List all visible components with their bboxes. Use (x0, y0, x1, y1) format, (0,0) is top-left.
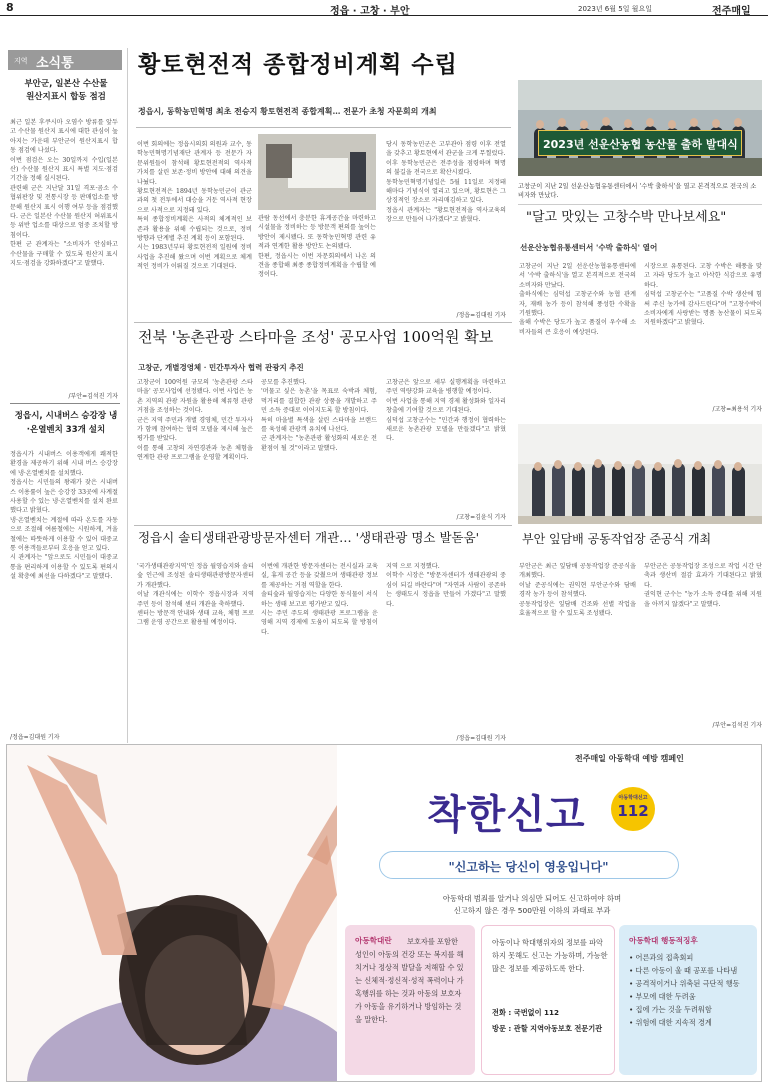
newspaper-brand: 전주매일 (712, 6, 751, 17)
tobacco-headline: 부안 잎담배 공동작업장 준공식 개최 (522, 532, 712, 546)
gochang-col3: 고창군은 앞으로 세부 실행계획을 마련하고 주민 역량강화 교육을 병행할 예정이다. 이번 사업을 통해 지역 경제 활성화와 일자리 창출에 기여할 것으로 기대된다. 심덕섭 고창군수는 "민간과 행정이 협력하는 새로운 농촌관광 모델을 만들겠다"고 밝혔다. (386, 379, 506, 443)
box1-body: 보호자를 포함한 성인이 아동의 건강 또는 복지를 해치거나 정상적 발달을 저해할 수 있는 신체적·정신적·성적 폭력이나 가혹행위를 하는 것과 아동의 보호자가 아동을 유기하거나 방임하는 것을 말한다. (355, 937, 464, 1024)
main-col3: 당시 동학농민군은 고부관아 점령 이후 전열을 갖추고 황토현에서 관군을 크게 무찔렀다. 이후 동학농민군은 전주성을 점령하며 혁명의 불길을 전국으로 확산시켰다. 동학농민혁명기념일은 5월 11일로 지정돼 해마다 기념식이 열리고 있으며, 황토현은 그 상징적인 장소로 자리매김하고 있다. 정읍시 관계자는 "황토현전적을 역사교육의 장으로 만들어 나가겠다"고 밝혔다. (386, 141, 506, 224)
box1-title: 아동학대란 (355, 936, 392, 945)
watermelon-col2: 시장으로 유통된다. 고창 수박은 해풍을 맞고 자라 당도가 높고 아삭한 식감으로 유명하다. 심덕섭 고창군수는 "고품질 수박 생산에 힘써 주신 농가에 감사드린다"며 "고창수박이 소비자에게 사랑받는 명품 농산물이 되도록 지원하겠다"고 밝혔다. (644, 263, 762, 327)
main-col2: 관람 동선에서 충분한 휴게공간을 마련하고 시설물을 정비하는 등 방문객 편의를 높이는 방안이 제시됐다. 또 동학농민혁명 관련 유적과 연계한 활용 방안도 논의됐다. 한편, 정읍시는 이번 자문회의에서 나온 의견을 종합해 최종 종합정비계획을 수립할 예정이다. (258, 215, 376, 279)
info-box-reporting (481, 925, 615, 1075)
campaign-ad (6, 744, 762, 1082)
tobacco-byline: /부안=김석진 기자 (712, 722, 762, 729)
photo-caption: 고창군이 지난 2일 선운산농협유통센터에서 '수박 출하식'을 열고 본격적으로 전국의 소비자와 만났다. (518, 183, 757, 199)
divider (134, 525, 512, 526)
watermelon-headline: "달고 맛있는 고창수박 만나보세요" (526, 210, 727, 225)
main-byline: /정읍=김대원 기자 (456, 312, 506, 319)
divider (518, 204, 762, 205)
sign-item: • 공격적이거나 위축된 극단적 행동 (629, 979, 740, 988)
brief2-byline: /정읍=김대원 기자 (10, 734, 60, 741)
photo-sky (518, 424, 762, 464)
brief1-title: 부안군, 일본산 수산물 원산지표시 합동 점검 (24, 79, 108, 102)
main-col1: 이번 회의에는 정읍시의회 의원과 교수, 동학농민혁명기념재단 관계자 등 전문가 자문위원들이 참석해 황토현전적의 역사적 가치를 살린 보존·정비 방안에 대해 의견을 나눴다. 황토현전적은 1894년 동학농민군이 관군과의 첫 전투에서 대승을 거둔 역사적 현장으로 사적으로 지정돼 있다. 특히 종합정비계획은 사적의 체계적인 보존과 활용을 위해 수립되는 것으로, 정비 방향과 단계별 추진 계획 등이 포함된다. 시는 1983년부터 황토현전적 일원에 정비사업을 추진해 왔으며 이번 계획으로 체계적인 정비가 이뤄질 것으로 기대된다. (137, 141, 252, 271)
box3-title: 아동학대 행동적징후 (629, 936, 698, 945)
tobacco-col1: 부안군은 최근 잎담배 공동작업장 준공식을 개최했다. 이날 준공식에는 권익현 부안군수와 담배 경작 농가 등이 참석했다. 공동작업장은 잎담배 건조와 선별 작업을 효율적으로 할 수 있도록 조성됐다. (519, 563, 636, 618)
sign-item: • 부모에 대한 두려움 (629, 992, 696, 1001)
visitor-col3: 지역 으로 지정했다. 이학수 시장은 "방문자센터가 생태관광의 중심이 되길 바란다"며 "자연과 사람이 공존하는 생태도시 정읍을 만들어 가겠다"고 말했다. (386, 563, 506, 608)
divider (10, 403, 120, 404)
sign-item: • 다른 아동이 울 때 공포를 나타냄 (629, 966, 738, 975)
sign-item: • 어른과의 접촉회피 (629, 953, 694, 962)
sign-item: • 집에 가는 것을 두려워함 (629, 1005, 712, 1014)
page-number: 8 (6, 1, 14, 14)
watermelon-ceremony-photo (518, 80, 762, 176)
brief1-body: 최근 일본 후쿠시마 오염수 방류를 앞두고 수산물 원산지 표시에 대한 관심이 높아지는 가운데 부안군이 원산지표시 합동 점검에 나섰다. 이번 점검은 오는 30일까지 수입(일본산) 수산물 원산지 표시 특별 지도·점검 기간을 정해 실시된다. 관련해 군은 지난달 31일 격포·곰소 수협위판장 및 전통시장 등 판매업소를 방문해 원산지 표시 이행 여부 등을 점검했다. 군은 일본산 수산물 원산지 허위표시 등 위반 업소를 대상으로 엄중 조치할 방침이다. 한편 군 관계자는 "소비자가 안심하고 수산물을 구매할 수 있도록 원산지 표시 지도·점검을 강화하겠다"고 말했다. (10, 119, 118, 268)
column-divider (127, 48, 128, 743)
ad-slogan: "신고하는 당신이 영웅입니다" (448, 860, 609, 874)
report-112-badge (611, 787, 655, 831)
main-subhead: 정읍시, 동학농민혁명 최초 전승지 황토현전적 종합계획… 전문가 초청 자문회의 개최 (138, 106, 437, 116)
sign-item: • 위험에 대한 지속적 경계 (629, 1018, 712, 1027)
meeting-photo (258, 134, 376, 210)
photo-background (518, 80, 762, 110)
banner-text: 2023년 선운산농협 농산물 출하 발대식 (543, 138, 738, 151)
ceremony-banner (538, 130, 742, 156)
tobacco-col2: 부안군은 공동작업장 조성으로 작업 시간 단축과 생산비 절감 효과가 기대된다고 밝혔다. 권익현 군수는 "농가 소득 증대를 위해 지원을 아끼지 않겠다"고 말했다. (644, 563, 762, 608)
visitor-col2: 이번에 개관한 방문자센터는 전시실과 교육실, 휴게 공간 등을 갖췄으며 생태관광 정보를 제공하는 거점 역할을 한다. 솔티숲과 월영습지는 다양한 동식물이 서식하는 생태 보고로 평가받고 있다. 시는 주민 주도의 생태관광 프로그램을 운영해 지역 경제에 도움이 되도록 할 방침이다. (261, 563, 378, 636)
campaign-label: 전주매일 아동학대 예방 캠페인 (575, 754, 684, 763)
watermelon-subhead: 선운산농협유통센터서 '수박 출하식' 열어 (520, 243, 658, 252)
badge-caption: 아동학대신고 (618, 795, 648, 801)
briefs-title: 소식통 (36, 56, 74, 71)
box2-body: 아동이나 학대행위자의 정보를 파악하지 못해도 신고는 가능하며, 가능한 많은 정보를 제공하도록 한다. (492, 938, 608, 973)
visitor-byline: /정읍=김대원 기자 (456, 735, 506, 742)
briefs-region: 지역 (14, 57, 28, 65)
brief2-body: 정읍시가 시내버스 이용객에게 쾌적한 환경을 제공하기 위해 시내 버스 승강장에 냉·온열벤치를 설치했다. 정읍시는 시민들의 왕래가 잦은 시내버스 이용률이 높은 승강장 33곳에 사계절 사용할 수 있는 냉·온열벤치를 설치 완료했다고 밝혔다. 냉·온열벤치는 계절에 따라 온도를 자동으로 조절해 여름철에는 시원하게, 겨울철에는 따뜻하게 이용할 수 있어 대중교통 이용객들로부터 호응을 얻고 있다. 시 관계자는 "앞으로도 시민들이 대중교통을 편리하게 이용할 수 있도록 편의시설 확충에 최선을 다하겠다"고 말했다. (10, 451, 118, 581)
box2-visit: 방문 : 관할 지역아동보호 전문기관 (492, 1024, 603, 1033)
page-header (0, 0, 768, 16)
divider (134, 322, 512, 323)
watermelon-col1: 고창군이 지난 2일 선운산농협유통센터에서 '수박 출하식'을 열고 본격적으로 전국의 소비자와 만났다. 출하식에는 심덕섭 고창군수와 농협 관계자, 재배 농가 등이 참석해 풍성한 수확을 기원했다. 올해 수박은 당도가 높고 품질이 우수해 소비자들의 큰 호응이 예상된다. (519, 263, 636, 336)
meeting-table (288, 158, 348, 188)
meeting-wall-screen (266, 144, 292, 178)
box3-list (629, 951, 749, 1029)
slogan-pill (379, 851, 679, 879)
brief2-title: 정읍시, 시내버스 승강장 냉·온열벤치 33개 설치 (14, 411, 118, 435)
gochang-col2: 공모를 추진했다. '머물고 싶은 농촌'을 목표로 숙박과 체험, 먹거리를 결합한 관광 상품을 개발하고 주민 소득 증대로 이어지도록 할 방침이다. 특히 마을별 특색을 살린 스타마을 브랜드를 육성해 관광객 유치에 나선다. 군 관계자는 "농촌관광 활성화의 새로운 전환점이 될 것"이라고 말했다. (261, 379, 377, 452)
badge-number: 112 (617, 802, 649, 820)
ad-description-2: 신고하지 않은 경우 500만원 이하의 과태료 부과 (453, 906, 611, 915)
divider (136, 127, 511, 128)
info-box-definition (345, 925, 475, 1075)
ad-description-1: 아동학대 범죄를 알거나 의심만 되어도 신고하여야 하며 (442, 894, 622, 903)
info-box-signs (619, 925, 757, 1075)
watermelon-byline: /고창=최용석 기자 (712, 406, 762, 413)
meeting-attendee (350, 152, 366, 192)
ground (518, 516, 762, 524)
gochang-byline: /고창=김윤식 기자 (456, 514, 506, 521)
visitor-col1: '국가생태관광지역'인 정읍 월영습지와 솔티숲 인근에 조성된 솔티생태관광방문자센터가 개관했다. 이날 개관식에는 이학수 정읍시장과 지역 주민 등이 참석해 센터 개관을 축하했다. 센터는 방문객 안내와 생태 교육, 체험 프로그램 운영 공간으로 활용될 예정이다. (137, 563, 254, 627)
gochang-headline: 전북 '농촌관광 스타마을 조성' 공모사업 100억원 확보 (138, 328, 494, 346)
brief1-byline: /부안=김석진 기자 (68, 393, 118, 400)
tobacco-ceremony-photo (518, 424, 762, 524)
stage-floor (518, 158, 762, 176)
ad-illustration (7, 745, 337, 1082)
gochang-subhead: 고창군, 개별경영체 · 민간투자사 협력 관광지 추진 (138, 363, 304, 372)
gochang-col1: 고창군이 100억원 규모의 '농촌관광 스타마을' 공모사업에 선정됐다. 이번 사업은 농촌 지역의 관광 자원을 활용해 체류형 관광 거점을 조성하는 것이다. 군은 지역 주민과 개별 경영체, 민간 투자사가 함께 참여하는 협력 모델을 제시해 높은 평가를 받았다. 이를 통해 고창의 자연경관과 농촌 체험을 연계한 관광 프로그램을 운영할 계획이다. (137, 379, 253, 462)
main-headline: 황토현전적 종합정비계획 수립 (138, 51, 458, 78)
section-title: 정읍 · 고창 · 부안 (330, 6, 410, 17)
ad-logo-text: 착한신고 (427, 792, 586, 838)
box2-phone: 전화 : 국번없이 112 (492, 1008, 560, 1017)
briefs-label (8, 50, 122, 70)
visitor-center-headline: 정읍시 솔티생태관광방문자센터 개관… '생태관광 명소 발돋움' (138, 530, 480, 545)
issue-date: 2023년 6월 5일 월요일 (578, 5, 652, 13)
